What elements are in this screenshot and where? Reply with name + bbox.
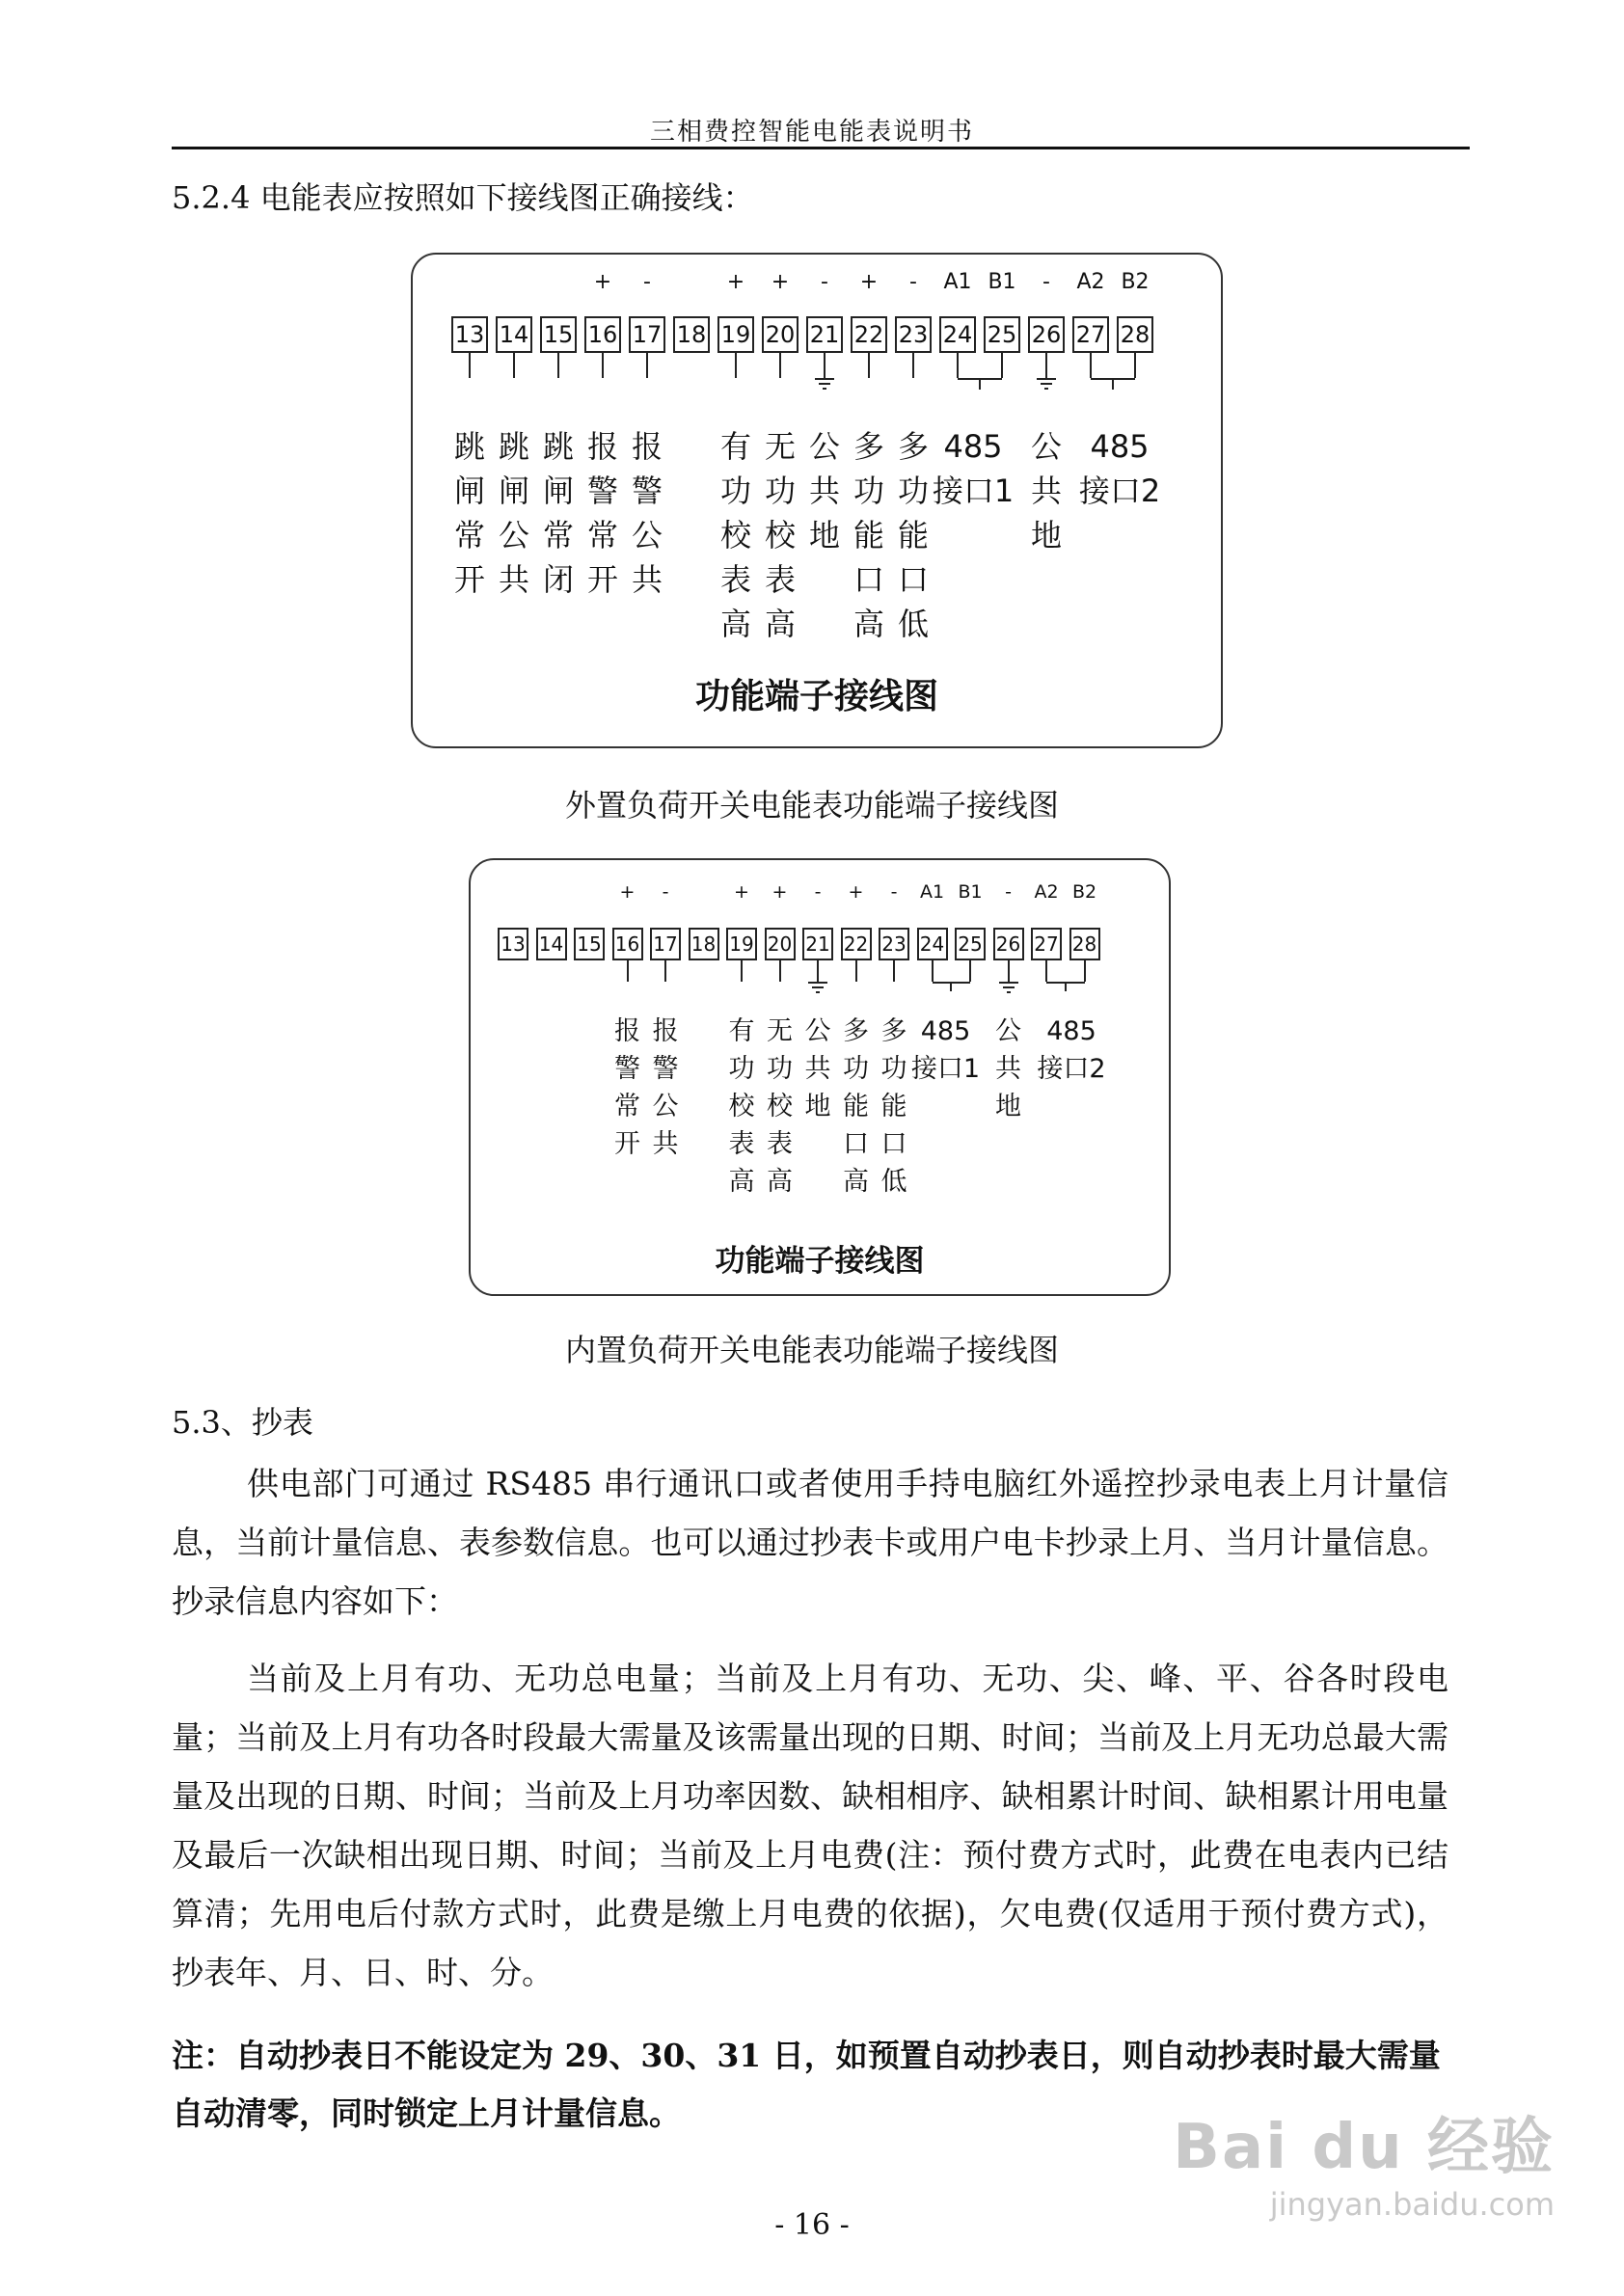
terminal-sign: + xyxy=(734,881,749,903)
terminal-17: 17 xyxy=(629,316,665,353)
terminal-sign: A1 xyxy=(919,881,945,903)
wiring-diagram-internal-switch xyxy=(469,858,1171,1296)
terminal-lead xyxy=(1045,353,1047,378)
terminal-sign: + xyxy=(771,270,790,294)
terminal-function-label: 报 警 常 开 xyxy=(586,428,618,598)
terminal-lead xyxy=(513,353,515,378)
terminal-sign: - xyxy=(909,270,917,294)
paragraph-meter-reading-contents: 当前及上月有功、无功总电量；当前及上月有功、无功、尖、峰、平、谷各时段电量；当前及上月有功各时段最大需量及该需量出现的日期、时间；当前及上月无功总最大需量及出现的日期、时间；当前及上月功率因数、缺相相序、缺相累计时间、缺相累计用电量及最后一次缺相出现日期、时间；当前及上月电费(注：预付费方式时，此费在电表内已结算清；先用电后付款方式时，此费是缴上月电费的依据)，欠电费(仅适用于预付费方式)，抄表年、月、日、时、分。 xyxy=(172,1660,1448,1991)
terminal-lead xyxy=(602,353,604,378)
terminal-sign: B2 xyxy=(1121,270,1150,294)
terminal-lead xyxy=(969,960,971,982)
terminal-function-label: 多 功 能 口 高 xyxy=(843,1016,869,1197)
terminal-lead xyxy=(893,960,895,982)
terminal-sign: A1 xyxy=(943,270,972,294)
terminal-sign: - xyxy=(1042,270,1050,294)
terminal-sign: + xyxy=(726,270,745,294)
terminal-function-label: 报 警 常 开 xyxy=(614,1016,640,1159)
ground-icon xyxy=(812,986,824,988)
terminal-27: 27 xyxy=(1031,928,1062,960)
terminal-function-label: 报 警 公 共 xyxy=(652,1016,679,1159)
rs485-pair-lead xyxy=(950,982,952,991)
terminal-lead xyxy=(817,960,819,982)
terminal-19: 19 xyxy=(717,316,754,353)
terminal-15: 15 xyxy=(540,316,577,353)
terminal-lead xyxy=(1001,353,1003,378)
ground-icon xyxy=(815,378,834,380)
terminal-sign: A2 xyxy=(1076,270,1105,294)
ground-icon xyxy=(816,991,820,993)
terminal-lead xyxy=(779,353,781,378)
terminal-lead xyxy=(1084,960,1086,982)
document-header-title: 三相费控智能电能表说明书 xyxy=(649,118,974,147)
terminal-22: 22 xyxy=(851,316,887,353)
terminal-sign: B1 xyxy=(958,881,983,903)
note-auto-reading-day: 注：自动抄表日不能设定为 29、30、31 日，如预置自动抄表日，则自动抄表时最大需量自动清零，同时锁定上月计量信息。 xyxy=(172,2037,1441,2132)
terminal-sign: - xyxy=(1005,881,1012,903)
terminal-lead xyxy=(855,960,857,982)
terminal-lead xyxy=(469,353,471,378)
terminal-lead xyxy=(557,353,559,378)
terminal-function-label: 跳 闸 常 开 xyxy=(453,428,485,598)
terminal-28: 28 xyxy=(1069,928,1100,960)
caption-external-switch: 外置负荷开关电能表功能端子接线图 xyxy=(564,787,1059,824)
rs485-pair-lead xyxy=(1065,982,1067,991)
section-heading-5-2-4: 5.2.4 电能表应按照如下接线图正确接线： xyxy=(172,179,754,216)
terminal-function-label: 多 功 能 口 高 xyxy=(853,428,884,642)
diagram-title: 功能端子接线图 xyxy=(715,1244,925,1279)
terminal-18: 18 xyxy=(689,928,719,960)
terminal-lead xyxy=(912,353,914,378)
terminal-sign: + xyxy=(848,881,864,903)
watermark-logo: Bai du 经验 xyxy=(1173,2112,1555,2183)
terminal-function-label: 多 功 能 口 低 xyxy=(880,1016,907,1197)
ground-icon xyxy=(1044,388,1048,390)
terminal-lead xyxy=(627,960,629,982)
terminal-lead xyxy=(1134,353,1136,378)
ground-icon xyxy=(999,982,1018,984)
terminal-function-label: 485 接口1 xyxy=(910,1016,981,1084)
terminal-sign: - xyxy=(821,270,828,294)
watermark-url: jingyan.baidu.com xyxy=(1269,2186,1555,2223)
terminal-function-label: 公 共 地 xyxy=(808,428,840,554)
terminal-14: 14 xyxy=(536,928,567,960)
terminal-18: 18 xyxy=(673,316,710,353)
terminal-lead xyxy=(868,353,870,378)
terminal-19: 19 xyxy=(726,928,757,960)
terminal-function-label: 485 接口1 xyxy=(932,428,1015,509)
terminal-16: 16 xyxy=(612,928,643,960)
terminal-function-label: 无 功 校 表 高 xyxy=(767,1016,793,1197)
terminal-23: 23 xyxy=(895,316,932,353)
terminal-sign: - xyxy=(890,881,898,903)
terminal-sign: + xyxy=(859,270,879,294)
terminal-function-label: 公 共 地 xyxy=(1030,428,1062,554)
terminal-lead xyxy=(779,960,781,982)
terminal-lead xyxy=(735,353,737,378)
terminal-20: 20 xyxy=(765,928,796,960)
terminal-function-label: 报 警 公 共 xyxy=(631,428,663,598)
wiring-diagram-external-switch xyxy=(411,253,1223,748)
diagram-title: 功能端子接线图 xyxy=(694,677,938,716)
terminal-16: 16 xyxy=(584,316,621,353)
terminal-28: 28 xyxy=(1117,316,1153,353)
terminal-24: 24 xyxy=(917,928,948,960)
terminal-lead xyxy=(1090,353,1092,378)
terminal-26: 26 xyxy=(1028,316,1065,353)
terminal-20: 20 xyxy=(762,316,798,353)
section-heading-5-3: 5.3、抄表 xyxy=(172,1404,313,1441)
ground-icon xyxy=(808,982,827,984)
terminal-function-label: 有 功 校 表 高 xyxy=(728,1016,755,1197)
terminal-lead xyxy=(1045,960,1047,982)
terminal-lead xyxy=(957,353,959,378)
ground-icon xyxy=(1003,986,1015,988)
terminal-lead xyxy=(1008,960,1010,982)
terminal-function-label: 公 共 地 xyxy=(804,1016,831,1121)
rs485-pair-lead xyxy=(979,378,981,390)
caption-internal-switch: 内置负荷开关电能表功能端子接线图 xyxy=(564,1332,1059,1368)
terminal-sign: + xyxy=(593,270,612,294)
terminal-lead xyxy=(741,960,743,982)
terminal-26: 26 xyxy=(993,928,1024,960)
terminal-21: 21 xyxy=(802,928,833,960)
header-divider xyxy=(172,147,1470,149)
terminal-function-label: 有 功 校 表 高 xyxy=(719,428,751,642)
terminal-14: 14 xyxy=(496,316,532,353)
terminal-sign: B2 xyxy=(1071,881,1097,903)
terminal-function-label: 485 接口2 xyxy=(1078,428,1161,509)
terminal-23: 23 xyxy=(879,928,909,960)
terminal-25: 25 xyxy=(984,316,1020,353)
ground-icon xyxy=(1041,383,1052,385)
terminal-13: 13 xyxy=(451,316,488,353)
terminal-function-label: 跳 闸 常 闭 xyxy=(542,428,574,598)
terminal-sign: + xyxy=(619,881,636,903)
ground-icon xyxy=(823,388,826,390)
terminal-sign: A2 xyxy=(1034,881,1059,903)
terminal-sign: - xyxy=(814,881,822,903)
terminal-27: 27 xyxy=(1072,316,1109,353)
terminal-lead xyxy=(824,353,826,378)
terminal-24: 24 xyxy=(939,316,976,353)
terminal-25: 25 xyxy=(955,928,986,960)
terminal-sign: - xyxy=(662,881,669,903)
terminal-function-label: 跳 闸 公 共 xyxy=(498,428,529,598)
ground-icon xyxy=(819,383,830,385)
terminal-function-label: 无 功 校 表 高 xyxy=(764,428,796,642)
terminal-sign: - xyxy=(643,270,651,294)
terminal-sign: B1 xyxy=(988,270,1016,294)
terminal-lead xyxy=(664,960,666,982)
ground-icon xyxy=(1037,378,1056,380)
page-number: - 16 - xyxy=(774,2208,850,2242)
terminal-function-label: 公 共 地 xyxy=(995,1016,1021,1121)
terminal-function-label: 485 接口2 xyxy=(1037,1016,1106,1084)
terminal-21: 21 xyxy=(806,316,843,353)
baidu-jingyan-watermark xyxy=(1173,2097,1555,2223)
ground-icon xyxy=(1007,991,1011,993)
terminal-sign: + xyxy=(771,881,788,903)
terminal-lead xyxy=(932,960,934,982)
terminal-17: 17 xyxy=(650,928,681,960)
terminal-13: 13 xyxy=(498,928,528,960)
rs485-pair-lead xyxy=(1112,378,1114,390)
terminal-lead xyxy=(646,353,648,378)
terminal-function-label: 多 功 能 口 低 xyxy=(897,428,929,642)
paragraph-meter-reading-methods: 供电部门可通过 RS485 串行通讯口或者使用手持电脑红外遥控抄录电表上月计量信息，当前计量信息、表参数信息。也可以通过抄表卡或用户电卡抄录上月、当月计量信息。抄录信息内容如下： xyxy=(172,1465,1448,1620)
terminal-15: 15 xyxy=(574,928,605,960)
terminal-22: 22 xyxy=(841,928,872,960)
